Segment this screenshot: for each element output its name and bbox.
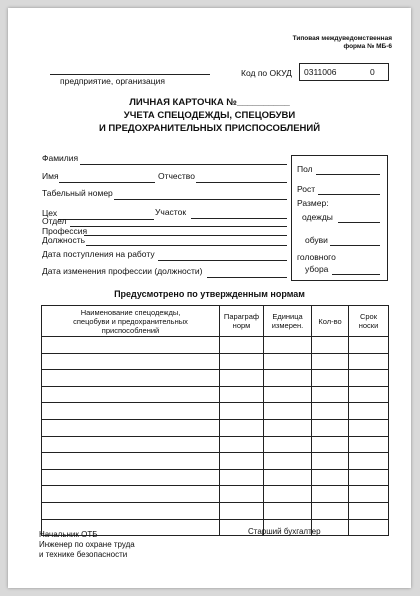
col-term-line1: Срок [359,312,378,321]
card-title-line2: УЧЕТА СПЕЦОДЕЖДЫ, СПЕЦОБУВИ [123,110,296,121]
cell-item-name[interactable] [42,386,220,403]
patronymic-field[interactable] [196,182,287,183]
cell-term[interactable] [349,502,389,519]
cell-unit[interactable] [264,403,312,420]
cell-quantity[interactable] [312,502,349,519]
col-term [349,306,389,337]
cell-item-name[interactable] [42,353,220,370]
cell-unit[interactable] [264,337,312,354]
cell-quantity[interactable] [312,370,349,387]
sizes-box [291,155,388,281]
table-row [42,370,389,387]
cell-quantity[interactable] [312,453,349,470]
section-field[interactable] [191,218,287,219]
cell-paragraph[interactable] [220,502,264,519]
cell-item-name[interactable] [42,502,220,519]
cell-item-name[interactable] [42,419,220,436]
cell-paragraph[interactable] [220,386,264,403]
profession-field[interactable] [84,235,287,236]
headwear-label-1: головного [297,252,336,262]
col-paragraph-line2: норм [232,321,251,330]
form-sheet [8,8,411,588]
cell-term[interactable] [349,386,389,403]
table-row [42,486,389,503]
headwear-size-field[interactable] [332,274,380,275]
surname-field[interactable] [80,164,287,165]
hire-date-field[interactable] [158,260,287,261]
profession-change-label: Дата изменения профессии (должности) [42,266,203,276]
position-label: Должность [42,235,86,245]
col-item-name-line2: спецобуви и предохранительных [73,316,188,326]
name-label: Имя [42,171,59,181]
cell-paragraph[interactable] [220,469,264,486]
cell-quantity[interactable] [312,486,349,503]
table-row [42,453,389,470]
cell-paragraph[interactable] [220,436,264,453]
table-row [42,337,389,354]
hire-date-label: Дата поступления на работу [42,249,155,259]
cell-paragraph[interactable] [220,419,264,436]
col-item-name [42,306,220,337]
col-unit-line2: измерен. [271,321,304,330]
clothes-size-field[interactable] [338,222,380,223]
cell-quantity[interactable] [312,386,349,403]
cell-unit[interactable] [264,453,312,470]
height-label: Рост [297,184,316,194]
cell-paragraph[interactable] [220,403,264,420]
cell-item-name[interactable] [42,370,220,387]
cell-paragraph[interactable] [220,453,264,470]
profession-label: Профессия [42,226,88,236]
table-row [42,419,389,436]
cell-item-name[interactable] [42,436,220,453]
table-row [42,502,389,519]
table-row [42,386,389,403]
cell-unit[interactable] [264,353,312,370]
card-title-line3: И ПРЕДОХРАНИТЕЛЬНЫХ ПРИСПОСОБЛЕНИЙ [98,123,321,134]
chief-accountant-label: Старший бухгалтер [248,527,321,536]
patronymic-label: Отчество [158,171,195,181]
norms-table [41,305,389,536]
cell-quantity[interactable] [312,469,349,486]
cell-paragraph[interactable] [220,337,264,354]
okud-code: 0311006 [304,67,337,77]
sex-field[interactable] [316,174,380,175]
safety-engineer-label-1: Инженер по охране труда [39,540,135,549]
cell-unit[interactable] [264,419,312,436]
cell-term[interactable] [349,453,389,470]
okud-code-box [299,63,389,81]
cell-term[interactable] [349,419,389,436]
cell-term[interactable] [349,337,389,354]
sex-label: Пол [297,164,313,174]
col-item-name-line3: приспособлений [101,325,160,335]
cell-paragraph[interactable] [220,486,264,503]
cell-unit[interactable] [264,386,312,403]
height-field[interactable] [318,194,380,195]
name-field[interactable] [59,182,155,183]
table-row [42,403,389,420]
cell-item-name[interactable] [42,403,220,420]
cell-quantity[interactable] [312,419,349,436]
cell-term[interactable] [349,519,389,536]
col-unit [264,306,312,337]
table-row [42,436,389,453]
col-paragraph [220,306,264,337]
card-title-line1: ЛИЧНАЯ КАРТОЧКА №__________ [129,97,290,108]
cell-quantity[interactable] [312,403,349,420]
form-type-label [258,35,392,51]
cell-item-name[interactable] [42,337,220,354]
cell-unit[interactable] [264,436,312,453]
okud-extra: 0 [370,67,375,77]
cell-quantity[interactable] [312,436,349,453]
tab-number-label: Табельный номер [42,188,113,198]
cell-item-name[interactable] [42,469,220,486]
cell-item-name[interactable] [42,486,220,503]
cell-quantity[interactable] [312,337,349,354]
table-row [42,469,389,486]
col-term-line2: носки [358,321,379,330]
cell-term[interactable] [349,353,389,370]
org-underline[interactable] [50,74,210,75]
shoes-label: обуви [305,235,328,245]
okud-label: Код по ОКУД [241,68,292,78]
cell-term[interactable] [349,469,389,486]
cell-term[interactable] [349,403,389,420]
norms-title: Предусмотрено по утвержденным нормам [114,289,305,299]
cell-unit[interactable] [264,502,312,519]
size-label: Размер: [297,198,329,208]
surname-label: Фамилия [42,153,79,163]
cell-item-name[interactable] [42,453,220,470]
section-label: Участок [155,207,187,217]
tab-number-field[interactable] [114,199,287,200]
cell-quantity[interactable] [312,353,349,370]
cell-term[interactable] [349,486,389,503]
col-quantity: Кол-во [312,306,349,337]
department-field[interactable] [70,226,287,227]
cell-term[interactable] [349,436,389,453]
shop-field[interactable] [58,219,154,220]
col-item-name-line1: Наименование спецодежды, [80,307,181,317]
cell-paragraph[interactable] [220,353,264,370]
profession-change-field[interactable] [207,277,287,278]
safety-engineer-label-2: и технике безопасности [39,550,128,559]
form-type-line1: Типовая междуведомственная [292,35,392,42]
cell-paragraph[interactable] [220,370,264,387]
cell-unit[interactable] [264,486,312,503]
otb-head-label: Начальник ОТБ [39,530,98,539]
table-row [42,353,389,370]
clothes-label: одежды [302,212,333,222]
col-unit-line1: Единица [272,312,303,321]
cell-unit[interactable] [264,370,312,387]
cell-term[interactable] [349,370,389,387]
cell-unit[interactable] [264,469,312,486]
col-paragraph-line1: Параграф [223,312,260,321]
form-type-line2: форма № МБ-6 [343,43,392,50]
shop-label: Цех [42,208,58,218]
headwear-label-2: убора [305,264,329,274]
position-field[interactable] [86,245,287,246]
department-label: Отдел [42,216,67,226]
org-label: предприятие, организация [60,76,165,86]
norms-table-header [42,306,389,337]
shoes-size-field[interactable] [330,245,380,246]
